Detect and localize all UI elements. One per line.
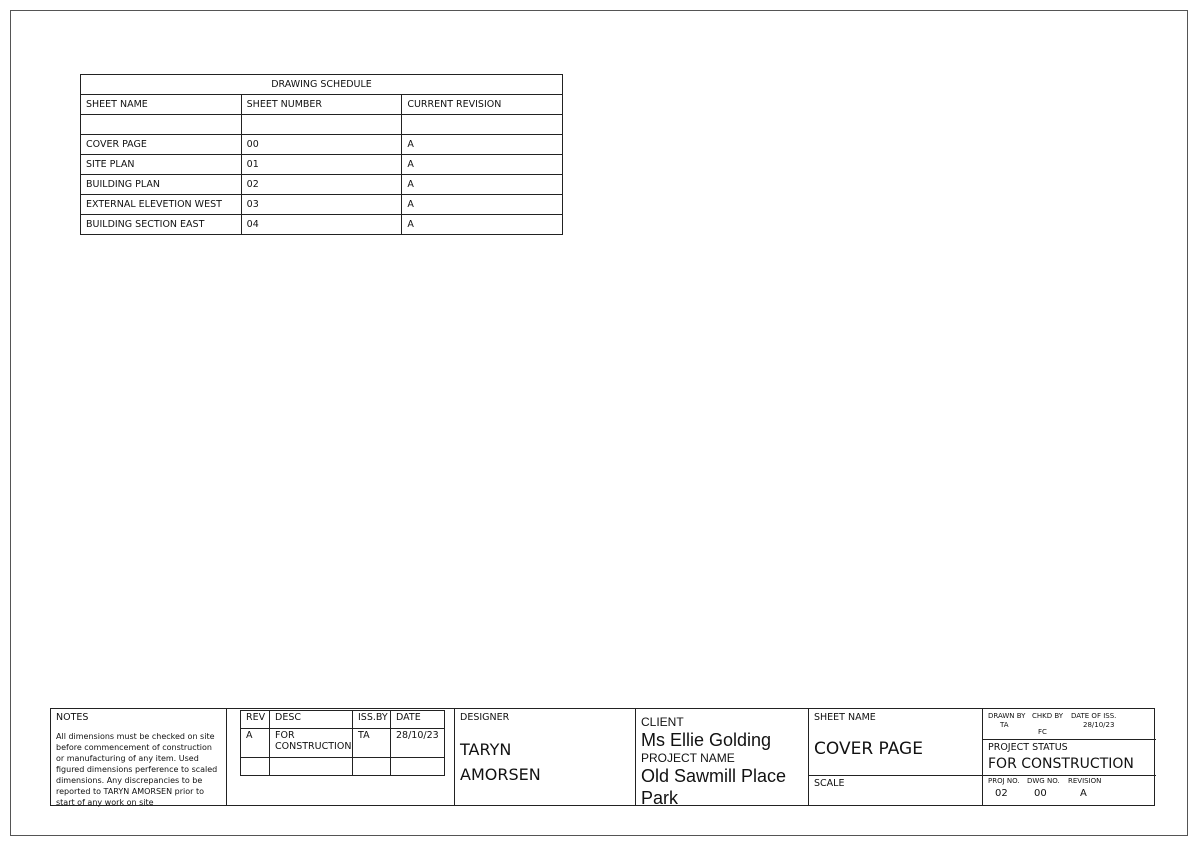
schedule-header: SHEET NAME [81,95,242,115]
issby-header: ISS.BY [353,711,391,729]
desc-value: FOR CONSTRUCTION [270,729,353,758]
date-header: DATE [391,711,445,729]
revision-cell: A [402,195,563,215]
designer-section [454,709,635,805]
designer-name: TARYN [460,740,512,759]
proj-no-label: PROJ NO. [988,777,1020,785]
notes-label: NOTES [56,712,89,723]
revision-cell: A [402,175,563,195]
sheet-name-cell: COVER PAGE [81,135,242,155]
sheet-number-cell: 04 [241,215,402,235]
rev-blank-cell [391,758,445,776]
drawn-by-label: DRAWN BY [988,712,1026,720]
rev-value: A [241,729,270,758]
scale-label: SCALE [814,778,845,789]
schedule-title: DRAWING SCHEDULE [81,75,563,95]
sheet-number-cell: 02 [241,175,402,195]
project-status-label: PROJECT STATUS [988,742,1068,753]
chkd-by-value: FC [1038,728,1047,736]
title-block [50,708,1155,806]
divider [809,775,982,776]
drawing-schedule [80,74,563,235]
sheet-name-cell: SITE PLAN [81,155,242,175]
drawn-by-value: TA [1000,721,1009,729]
sheet-number-cell: 01 [241,155,402,175]
proj-no-value: 02 [995,788,1008,799]
info-section [982,709,1156,805]
rev-blank-cell [241,758,270,776]
revision-label: REVISION [1068,777,1102,785]
designer-name: AMORSEN [460,765,541,784]
schedule-blank-row [81,115,563,135]
dwg-no-value: 00 [1034,788,1047,799]
divider [983,739,1156,740]
project-label: PROJECT NAME [641,751,735,765]
schedule-blank-cell [81,115,242,135]
schedule-blank-cell [402,115,563,135]
sheet-name-label: SHEET NAME [814,712,876,723]
revision-cell: A [402,215,563,235]
date-of-issue-label: DATE OF ISS. [1071,712,1117,720]
schedule-blank-cell [241,115,402,135]
client-section [635,709,808,808]
client-label: CLIENT [641,715,684,729]
chkd-by-label: CHKD BY [1032,712,1064,720]
date-value: 28/10/23 [391,729,445,758]
date-of-issue-value: 28/10/23 [1083,721,1115,729]
client-name: Ms Ellie Golding [641,730,772,750]
table-row [81,195,563,215]
project-name: Park [641,788,679,808]
project-name: Old Sawmill Place [641,766,787,786]
revision-cell: A [402,135,563,155]
project-status: FOR CONSTRUCTION [988,756,1134,772]
notes-text: All dimensions must be checked on site before commencement of construction or manufacturing of any item. Used figured dimensions perference to scaled dimensions. Any discrepancies to be reported to TARYN AMORSEN prior to start of any work on site [56,732,218,807]
rev-header: REV [241,711,270,729]
desc-header: DESC [270,711,353,729]
rev-blank-cell [270,758,353,776]
designer-label: DESIGNER [460,712,510,723]
issby-value: TA [353,729,391,758]
dwg-no-label: DWG NO. [1027,777,1060,785]
revision-section [226,709,454,805]
schedule-header: CURRENT REVISION [402,95,563,115]
sheet-number-cell: 00 [241,135,402,155]
table-row [81,215,563,235]
revision-cell: A [402,155,563,175]
revision-value: A [1080,788,1087,799]
table-row [81,155,563,175]
schedule-header-row [81,95,563,115]
rev-blank-cell [353,758,391,776]
sheet-number-cell: 03 [241,195,402,215]
sheet-name-cell: EXTERNAL ELEVETION WEST [81,195,242,215]
revision-table [240,710,445,776]
table-row [81,135,563,155]
sheet-name-cell: BUILDING PLAN [81,175,242,195]
table-row [81,175,563,195]
schedule-header: SHEET NUMBER [241,95,402,115]
divider [983,775,1156,776]
notes-section [51,709,226,805]
sheet-name-cell: BUILDING SECTION EAST [81,215,242,235]
sheet-section [808,709,982,805]
sheet-name: COVER PAGE [814,739,923,759]
